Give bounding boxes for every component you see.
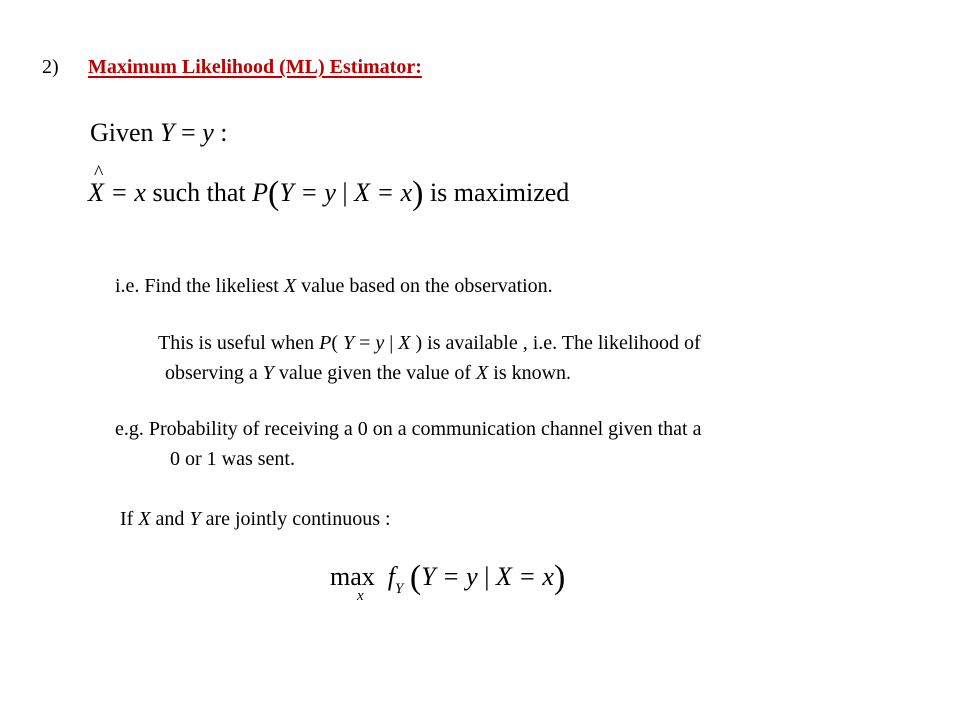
example-line-2: 0 or 1 was sent.	[170, 448, 295, 470]
max-density-formula: max x $f_Y$ (Y = y | X = x)	[330, 559, 566, 604]
max-subscript: x	[357, 588, 364, 604]
given-label: Given	[90, 118, 154, 147]
explanation-line-2: This is useful when P( Y = y | X ) is available , i.e. The likelihood of	[158, 332, 701, 354]
section-title: Maximum Likelihood (ML) Estimator:	[88, 56, 422, 78]
given-formula: Given Y = y :	[90, 118, 228, 147]
max-operator: max	[330, 562, 375, 591]
continuous-note: If X and Y are jointly continuous :	[120, 508, 391, 530]
var-Y: Y	[160, 118, 175, 147]
explanation-line-3: observing a Y value given the value of X is known.	[165, 362, 572, 384]
section-number: 2)	[42, 56, 59, 78]
estimator-formula: ^ X = x such that P(Y = y | X = x) is maximized	[88, 172, 569, 210]
example-line-1: e.g. Probability of receiving a 0 on a communication channel given that a	[115, 418, 702, 440]
x-hat: ^ X	[88, 178, 104, 208]
explanation-line-1: i.e. Find the likeliest X value based on the observation.	[115, 275, 553, 297]
